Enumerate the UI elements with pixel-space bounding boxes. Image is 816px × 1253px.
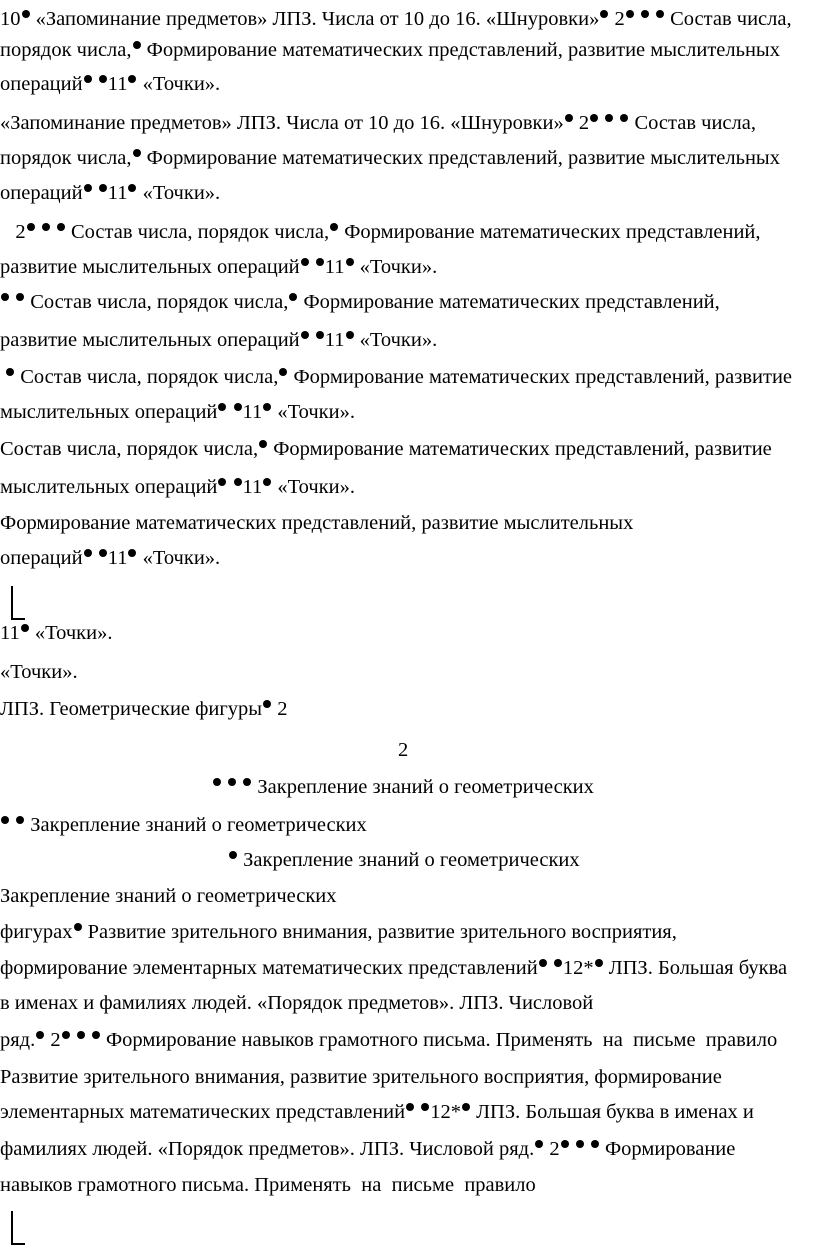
text-line: 2 bbox=[398, 739, 409, 761]
bullet-icon bbox=[535, 1140, 543, 1148]
bullet-icon bbox=[77, 1031, 85, 1039]
text-line: развитие мыслительных операций 11 «Точки». bbox=[0, 256, 438, 278]
bullet-icon bbox=[301, 331, 309, 339]
bullet-icon bbox=[99, 184, 107, 192]
bullet-icon bbox=[234, 403, 242, 411]
bullet-icon bbox=[462, 1103, 470, 1111]
text-line: Развитие зрительного внимания, развитие зрительного восприятия, формирование bbox=[0, 1066, 722, 1088]
text-line: 10 «Запоминание предметов» ЛПЗ. Числа от 10 до 16. «Шнуровки» 2 Состав числа, bbox=[0, 8, 792, 30]
bullet-icon bbox=[133, 41, 141, 49]
text-line: мыслительных операций 11 «Точки». bbox=[0, 401, 355, 423]
text-line: мыслительных операций 11 «Точки». bbox=[0, 476, 355, 498]
bullet-icon bbox=[99, 549, 107, 557]
bullet-icon bbox=[259, 440, 267, 448]
bullet-icon bbox=[128, 75, 136, 83]
bullet-icon bbox=[6, 368, 14, 376]
text-line: Закрепление знаний о геометрических bbox=[228, 850, 580, 871]
text-line: «Точки». bbox=[0, 661, 78, 683]
text-line: Состав числа, порядок числа, Формирование математических представлений, развитие bbox=[0, 438, 772, 460]
bullet-icon bbox=[576, 1140, 584, 1148]
text-line: Формирование математических представлений, развитие мыслительных bbox=[0, 512, 634, 534]
bullet-icon bbox=[620, 114, 628, 122]
bullet-icon bbox=[213, 778, 221, 786]
bullet-icon bbox=[16, 293, 24, 301]
bullet-icon bbox=[330, 223, 338, 231]
bullet-icon bbox=[595, 959, 603, 967]
bullet-icon bbox=[605, 114, 613, 122]
bullet-icon bbox=[279, 368, 287, 376]
text-line: ряд. 2 Формирование навыков грамотного письма. Применять на письме правило bbox=[0, 1029, 778, 1051]
text-line: операций 11 «Точки». bbox=[0, 547, 221, 569]
bullet-icon bbox=[591, 1140, 599, 1148]
bullet-icon bbox=[561, 1140, 569, 1148]
text-line: фамилиях людей. «Порядок предметов». ЛПЗ. Числовой ряд. 2 Формирование bbox=[0, 1138, 736, 1160]
bullet-icon bbox=[99, 75, 107, 83]
text-cursor-marker bbox=[11, 1211, 25, 1245]
text-line: Закрепление знаний о геометрических bbox=[0, 885, 337, 907]
bullet-icon bbox=[22, 10, 30, 18]
text-line: элементарных математических представлений 12* ЛПЗ. Большая буква в именах и bbox=[0, 1101, 754, 1123]
bullet-icon bbox=[57, 223, 65, 231]
text-line: «Запоминание предметов» ЛПЗ. Числа от 10 до 16. «Шнуровки» 2 Состав числа, bbox=[0, 112, 756, 134]
bullet-icon bbox=[316, 331, 324, 339]
text-line: в именах и фамилиях людей. «Порядок предметов». ЛПЗ. Числовой bbox=[0, 992, 594, 1014]
bullet-icon bbox=[218, 403, 226, 411]
bullet-icon bbox=[74, 923, 82, 931]
bullet-icon bbox=[1, 293, 9, 301]
bullet-icon bbox=[421, 1103, 429, 1111]
text-line: развитие мыслительных операций 11 «Точки». bbox=[0, 329, 438, 351]
text-line: фигурах Развитие зрительного внимания, развитие зрительного восприятия, bbox=[0, 921, 677, 943]
bullet-icon bbox=[243, 778, 251, 786]
text-line: операций 11 «Точки». bbox=[0, 182, 221, 204]
bullet-icon bbox=[1, 816, 9, 824]
bullet-icon bbox=[16, 816, 24, 824]
text-line: порядок числа, Формирование математических представлений, развитие мыслительных bbox=[0, 39, 780, 61]
text-cursor-marker bbox=[11, 586, 25, 620]
bullet-icon bbox=[36, 1031, 44, 1039]
bullet-icon bbox=[626, 10, 634, 18]
bullet-icon bbox=[92, 1031, 100, 1039]
bullet-icon bbox=[263, 700, 271, 708]
bullet-icon bbox=[289, 293, 297, 301]
text-line: Состав числа, порядок числа, Формирование математических представлений, развитие bbox=[0, 367, 792, 388]
bullet-icon bbox=[128, 184, 136, 192]
text-line: Закрепление знаний о геометрических bbox=[0, 815, 367, 836]
bullet-icon bbox=[590, 114, 598, 122]
bullet-icon bbox=[554, 959, 562, 967]
bullet-icon bbox=[346, 331, 354, 339]
bullet-icon bbox=[346, 258, 354, 266]
bullet-icon bbox=[656, 10, 664, 18]
bullet-icon bbox=[62, 1031, 70, 1039]
bullet-icon bbox=[641, 10, 649, 18]
bullet-icon bbox=[539, 959, 547, 967]
bullet-icon bbox=[84, 75, 92, 83]
text-line: Закрепление знаний о геометрических bbox=[212, 777, 594, 798]
bullet-icon bbox=[133, 149, 141, 157]
bullet-icon bbox=[84, 549, 92, 557]
bullet-icon bbox=[42, 223, 50, 231]
bullet-icon bbox=[218, 478, 226, 486]
text-line: навыков грамотного письма. Применять на письме правило bbox=[0, 1174, 536, 1196]
text-line: формирование элементарных математических представлений 12* ЛПЗ. Большая буква bbox=[0, 957, 788, 979]
bullet-icon bbox=[565, 114, 573, 122]
text-line: 2 Состав числа, порядок числа, Формирование математических представлений, bbox=[0, 221, 761, 243]
bullet-icon bbox=[234, 478, 242, 486]
text-line: порядок числа, Формирование математических представлений, развитие мыслительных bbox=[0, 147, 780, 169]
text-line: ЛПЗ. Геометрические фигуры 2 bbox=[0, 698, 288, 720]
bullet-icon bbox=[229, 851, 237, 859]
bullet-icon bbox=[228, 778, 236, 786]
text-line: 11 «Точки». bbox=[0, 622, 113, 644]
text-line: операций 11 «Точки». bbox=[0, 73, 221, 95]
bullet-icon bbox=[128, 549, 136, 557]
bullet-icon bbox=[600, 10, 608, 18]
bullet-icon bbox=[316, 258, 324, 266]
bullet-icon bbox=[406, 1103, 414, 1111]
bullet-icon bbox=[21, 624, 29, 632]
text-line: Состав числа, порядок числа, Формирование математических представлений, bbox=[0, 292, 720, 313]
bullet-icon bbox=[301, 258, 309, 266]
bullet-icon bbox=[27, 223, 35, 231]
bullet-icon bbox=[263, 403, 271, 411]
bullet-icon bbox=[263, 478, 271, 486]
bullet-icon bbox=[84, 184, 92, 192]
